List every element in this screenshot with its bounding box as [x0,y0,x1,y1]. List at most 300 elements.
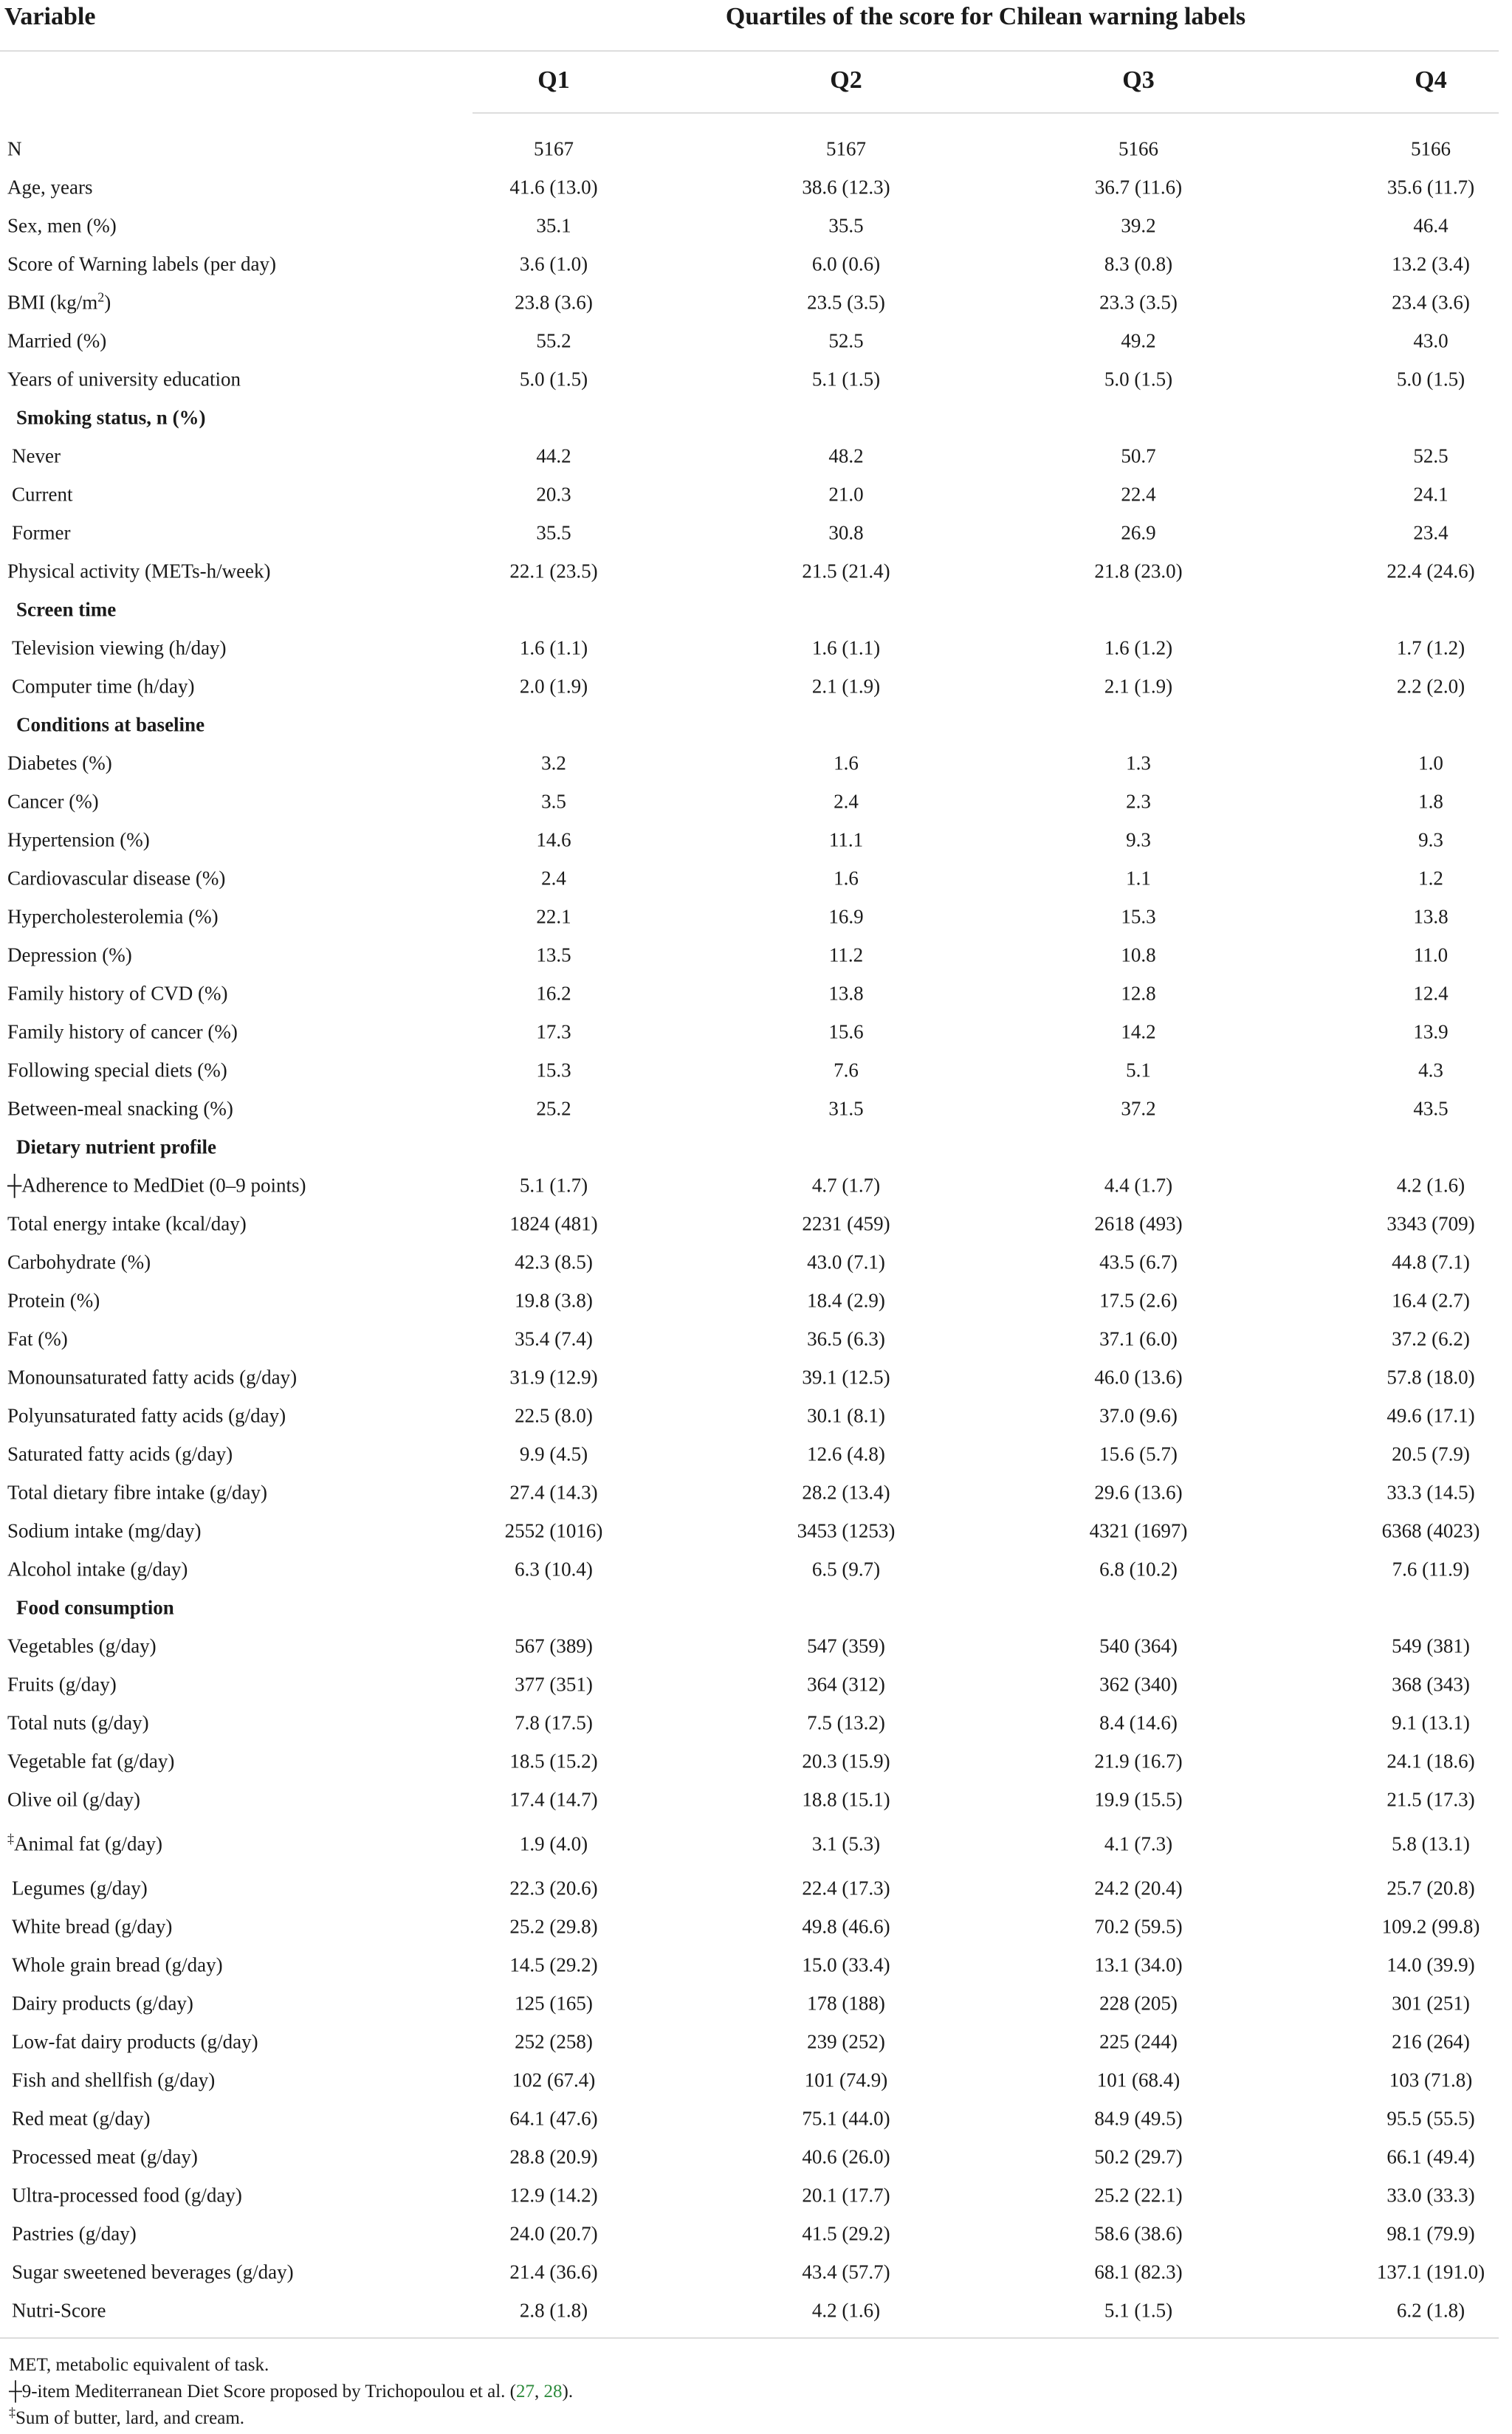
cell-q1: 102 (67.4) [512,2069,596,2091]
table-row [0,283,1512,322]
cell-q4: 57.8 (18.0) [1386,1366,1475,1389]
cell-q3: 21.9 (16.7) [1094,1750,1183,1773]
cell-q3: 23.3 (3.5) [1099,291,1178,314]
cell-q3: 46.0 (13.6) [1094,1366,1183,1389]
cell-q3: 50.2 (29.7) [1094,2145,1183,2168]
cell-q3: 43.5 (6.7) [1099,1251,1178,1273]
cell-q2: 20.1 (17.7) [802,2184,890,2207]
cell-q2: 18.4 (2.9) [807,1289,885,1312]
cell-q2: 6.5 (9.7) [811,1558,881,1581]
cell-q3: 4.1 (7.3) [1104,1832,1173,1855]
cell-q4: 23.4 [1413,521,1449,544]
row-label: Ultra-processed food (g/day) [12,2184,242,2207]
cell-q2: 4.2 (1.6) [811,2299,881,2322]
table-row [0,629,1512,667]
row-label: Following special diets (%) [7,1059,227,1082]
table-row [0,1704,1512,1742]
cell-q1: 17.4 (14.7) [509,1788,598,1811]
table-row [0,2215,1512,2253]
cell-q2: 36.5 (6.3) [807,1327,885,1350]
table-footnotes [0,2339,1512,2432]
cell-q1: 35.4 (7.4) [515,1327,593,1350]
cell-q4: 5.8 (13.1) [1392,1832,1470,1855]
section-label: Dietary nutrient profile [16,1135,216,1158]
cell-q4: 13.2 (3.4) [1392,252,1470,275]
cell-q3: 21.8 (23.0) [1094,560,1183,582]
cell-q3: 5166 [1118,137,1158,160]
row-label: Fat (%) [7,1327,68,1350]
section-header-row [0,591,1512,629]
cell-q3: 5.0 (1.5) [1104,368,1173,391]
cell-q3: 14.2 [1121,1020,1156,1043]
table-row [0,1819,1512,1869]
section-header-row [0,1589,1512,1627]
cell-q3: 228 (205) [1099,1992,1178,2015]
cell-q2: 75.1 (44.0) [802,2107,890,2130]
table-row [0,1946,1512,1984]
cell-q1: 35.5 [536,521,571,544]
row-label: Hypertension (%) [7,828,150,851]
table-row [0,898,1512,936]
cell-q1: 23.8 (3.6) [515,291,593,314]
row-label: Former [12,521,71,544]
cell-q4: 13.8 [1413,905,1449,928]
row-label: Legumes (g/day) [12,1877,148,1900]
cell-q3: 19.9 (15.5) [1094,1788,1183,1811]
cell-q4: 6368 (4023) [1381,1519,1480,1542]
cell-q4: 5166 [1411,137,1451,160]
row-label: Vegetables (g/day) [7,1634,157,1657]
cell-q2: 178 (188) [807,1992,885,2015]
quartiles-spanning-header: Quartiles of the score for Chilean warning labels [725,3,1246,30]
table-row [0,1051,1512,1090]
cell-q2: 21.5 (21.4) [802,560,890,582]
cell-q1: 64.1 (47.6) [509,2107,598,2130]
cell-q3: 50.7 [1121,444,1156,467]
section-header-row [0,706,1512,744]
row-label: Years of university education [7,368,241,391]
cell-q3: 101 (68.4) [1096,2069,1181,2091]
cell-q2: 6.0 (0.6) [811,252,881,275]
cell-q2: 41.5 (29.2) [802,2222,890,2245]
table-row [0,1984,1512,2023]
cell-q4: 4.2 (1.6) [1396,1174,1465,1197]
section-label: Conditions at baseline [16,713,205,736]
row-label: Processed meat (g/day) [12,2145,198,2168]
cell-q4: 23.4 (3.6) [1392,291,1470,314]
row-label: Low-fat dairy products (g/day) [12,2030,258,2053]
cell-q2: 52.5 [828,329,864,352]
cell-q1: 3.6 (1.0) [519,252,588,275]
cell-q2: 239 (252) [807,2030,885,2053]
cell-q4: 24.1 [1413,483,1449,506]
cell-q2: 30.8 [828,521,864,544]
cell-q2: 3.1 (5.3) [811,1832,881,1855]
table-row [0,168,1512,207]
cell-q2: 43.0 (7.1) [807,1251,885,1273]
cell-q4: 5.0 (1.5) [1396,368,1465,391]
cell-q4: 43.0 [1413,329,1449,352]
cell-q1: 44.2 [536,444,571,467]
cell-q4: 1.2 [1418,867,1443,890]
cell-q4: 2.2 (2.0) [1396,675,1465,698]
cell-q1: 42.3 (8.5) [515,1251,593,1273]
table-row [0,1282,1512,1320]
section-header-row [0,399,1512,437]
row-label: Depression (%) [7,943,132,966]
reference-link-27[interactable]: 27 [516,2382,535,2402]
table-row [0,1908,1512,1946]
cell-q3: 49.2 [1121,329,1156,352]
table-row [0,1550,1512,1589]
cell-q2: 15.0 (33.4) [802,1953,890,1976]
cell-q1: 14.6 [536,828,571,851]
cell-q1: 12.9 (14.2) [509,2184,598,2207]
cell-q3: 6.8 (10.2) [1099,1558,1178,1581]
cell-q2: 13.8 [828,982,864,1005]
cell-q1: 252 (258) [515,2030,593,2053]
row-label: Total energy intake (kcal/day) [7,1212,247,1235]
table-row [0,207,1512,245]
cell-q1: 15.3 [536,1059,571,1082]
cell-q3: 5.1 [1126,1059,1151,1082]
section-header-row [0,1128,1512,1166]
cell-q4: 109.2 (99.8) [1381,1915,1480,1938]
cell-q3: 70.2 (59.5) [1094,1915,1183,1938]
cell-q3: 39.2 [1121,214,1156,237]
row-label: Computer time (h/day) [12,675,195,698]
row-label: Sugar sweetened beverages (g/day) [12,2261,294,2283]
table-row [0,552,1512,591]
cell-q4: 24.1 (18.6) [1386,1750,1475,1773]
row-label: Between-meal snacking (%) [7,1097,233,1120]
table-header-row-2 [472,52,1499,114]
cell-q4: 95.5 (55.5) [1386,2107,1475,2130]
cell-q1: 31.9 (12.9) [509,1366,598,1389]
table-row [0,1435,1512,1474]
cell-q2: 38.6 (12.3) [802,176,890,199]
cell-q3: 8.3 (0.8) [1104,252,1173,275]
table-row [0,1397,1512,1435]
row-label: Carbohydrate (%) [7,1251,151,1273]
table-row [0,2023,1512,2061]
table-row [0,1665,1512,1704]
cell-q4: 549 (381) [1392,1634,1470,1657]
reference-link-28[interactable]: 28 [543,2382,563,2402]
cell-q2: 15.6 [828,1020,864,1043]
table-row [0,1166,1512,1205]
table-row [0,514,1512,552]
cell-q2: 12.6 (4.8) [807,1443,885,1465]
row-label: Pastries (g/day) [12,2222,137,2245]
cell-q2: 3453 (1253) [797,1519,896,1542]
cell-q3: 37.2 [1121,1097,1156,1120]
cell-q4: 1.0 [1418,752,1443,774]
section-label: Screen time [16,598,117,621]
cell-q3: 540 (364) [1099,1634,1178,1657]
cell-q4: 35.6 (11.7) [1386,176,1475,199]
cell-q1: 9.9 (4.5) [519,1443,588,1465]
cell-q3: 8.4 (14.6) [1099,1711,1178,1734]
cell-q2: 35.5 [828,214,864,237]
row-label: Dairy products (g/day) [12,1992,193,2015]
cell-q1: 16.2 [536,982,571,1005]
table-row [0,1013,1512,1051]
row-label: Cancer (%) [7,790,99,813]
table-row [0,1243,1512,1282]
row-label: Physical activity (METs-h/week) [7,560,271,582]
cell-q3: 9.3 [1126,828,1151,851]
cell-q2: 20.3 (15.9) [802,1750,890,1773]
cell-q4: 33.0 (33.3) [1386,2184,1475,2207]
row-label: Olive oil (g/day) [7,1788,140,1811]
table-row [0,360,1512,399]
row-label: Never [12,444,61,467]
cell-q2: 43.4 (57.7) [802,2261,890,2283]
table-row [0,1781,1512,1819]
cell-q1: 28.8 (20.9) [509,2145,598,2168]
cell-q3: 2618 (493) [1094,1212,1183,1235]
cell-q2: 11.1 [828,828,864,851]
table-row [0,1358,1512,1397]
cell-q4: 46.4 [1413,214,1449,237]
table-row [0,475,1512,514]
cell-q2: 101 (74.9) [804,2069,888,2091]
table-row [0,2100,1512,2138]
cell-q1: 22.1 (23.5) [509,560,598,582]
cell-q4: 301 (251) [1392,1992,1470,2015]
row-label: ┼Adherence to MedDiet (0–9 points) [7,1174,306,1197]
cell-q2: 7.6 [834,1059,859,1082]
cell-q1: 19.8 (3.8) [515,1289,593,1312]
cell-q3: 24.2 (20.4) [1094,1877,1183,1900]
row-label: Red meat (g/day) [12,2107,151,2130]
cell-q1: 5.1 (1.7) [519,1174,588,1197]
cell-q4: 25.7 (20.8) [1386,1877,1475,1900]
quartile-header-q4: Q4 [1415,66,1447,94]
cell-q3: 12.8 [1121,982,1156,1005]
table-row [0,1869,1512,1908]
table-row [0,245,1512,283]
cell-q1: 22.3 (20.6) [509,1877,598,1900]
section-label: Smoking status, n (%) [16,406,206,429]
cell-q2: 11.2 [828,943,864,966]
table-row [0,744,1512,783]
cell-q1: 2.0 (1.9) [519,675,588,698]
cell-q1: 567 (389) [515,1634,593,1657]
cell-q4: 22.4 (24.6) [1386,560,1475,582]
row-label: Total dietary fibre intake (g/day) [7,1481,267,1504]
cell-q4: 13.9 [1413,1020,1449,1043]
row-label: Saturated fatty acids (g/day) [7,1443,233,1465]
table-row [0,322,1512,360]
table-header-row-1 [0,0,1499,52]
table-row [0,1627,1512,1665]
cell-q1: 5167 [534,137,574,160]
cell-q1: 17.3 [536,1020,571,1043]
cell-q2: 1.6 [834,867,859,890]
cell-q1: 1824 (481) [509,1212,598,1235]
footnote-mediterranean-score: ┼9-item Mediterranean Diet Score proposed by Trichopoulou et al. (27, 28). [9,2382,574,2402]
cell-q2: 48.2 [828,444,864,467]
row-label: Fish and shellfish (g/day) [12,2069,216,2091]
row-label: Sodium intake (mg/day) [7,1519,202,1542]
row-label: Hypercholesterolemia (%) [7,905,219,928]
row-label: Total nuts (g/day) [7,1711,149,1734]
table-row [0,2061,1512,2100]
cell-q1: 377 (351) [515,1673,593,1696]
cell-q2: 39.1 (12.5) [802,1366,890,1389]
cell-q3: 4.4 (1.7) [1104,1174,1173,1197]
cell-q4: 98.1 (79.9) [1386,2222,1475,2245]
table-row [0,1090,1512,1128]
cell-q1: 3.2 [541,752,566,774]
row-label: Protein (%) [7,1289,100,1312]
cell-q1: 35.1 [536,214,571,237]
cell-q4: 4.3 [1418,1059,1443,1082]
cell-q2: 18.8 (15.1) [802,1788,890,1811]
cell-q2: 2.1 (1.9) [811,675,881,698]
cell-q4: 16.4 (2.7) [1392,1289,1470,1312]
row-label: Score of Warning labels (per day) [7,252,276,275]
cell-q3: 26.9 [1121,521,1156,544]
cell-q4: 33.3 (14.5) [1386,1481,1475,1504]
row-label: Monounsaturated fatty acids (g/day) [7,1366,298,1389]
quartile-header-q3: Q3 [1122,66,1155,94]
table-row [0,130,1512,168]
footnote-met: MET, metabolic equivalent of task. [9,2355,269,2375]
row-label: Polyunsaturated fatty acids (g/day) [7,1404,286,1427]
cell-q2: 30.1 (8.1) [807,1404,885,1427]
cell-q3: 36.7 (11.6) [1094,176,1183,199]
row-label: BMI $(kg/m^2)$ [7,289,111,314]
cell-q1: 6.3 (10.4) [515,1558,593,1581]
cell-q1: 1.6 (1.1) [519,636,588,659]
cell-q1: 125 (165) [515,1992,593,2015]
row-label: Television viewing (h/day) [12,636,227,659]
cell-q4: 52.5 [1413,444,1449,467]
cell-q2: 1.6 [834,752,859,774]
cell-q1: 22.1 [536,905,571,928]
table-row [0,1320,1512,1358]
row-label: Diabetes (%) [7,752,112,774]
cell-q4: 37.2 (6.2) [1392,1327,1470,1350]
row-label: ‡Animal fat (g/day) [7,1831,162,1855]
cell-q1: 7.8 (17.5) [515,1711,593,1734]
table-row [0,2292,1512,2330]
cell-q2: 7.5 (13.2) [807,1711,885,1734]
cell-q1: 18.5 (15.2) [509,1750,598,1773]
quartile-header-q1: Q1 [537,66,570,94]
cell-q1: 3.5 [541,790,566,813]
cell-q3: 29.6 (13.6) [1094,1481,1183,1504]
cell-q3: 4321 (1697) [1089,1519,1188,1542]
row-label: Whole grain bread (g/day) [12,1953,223,1976]
quartile-header-q2: Q2 [830,66,862,94]
table-body [0,130,1512,2330]
cell-q2: 547 (359) [807,1634,885,1657]
cell-q4: 44.8 (7.1) [1392,1251,1470,1273]
row-label: Cardiovascular disease (%) [7,867,226,890]
cell-q4: 11.0 [1413,943,1449,966]
cell-q3: 25.2 (22.1) [1094,2184,1183,2207]
cell-q3: 22.4 [1121,483,1156,506]
row-label: Age, years [7,176,93,199]
cell-q3: 17.5 (2.6) [1099,1289,1178,1312]
cell-q2: 5.1 (1.5) [811,368,881,391]
cell-q4: 21.5 (17.3) [1386,1788,1475,1811]
cell-q4: 216 (264) [1392,2030,1470,2053]
cell-q4: 1.8 [1418,790,1443,813]
table-row [0,783,1512,821]
table-row [0,821,1512,859]
cell-q3: 68.1 (82.3) [1094,2261,1183,2283]
cell-q3: 5.1 (1.5) [1104,2299,1173,2322]
cell-q2: 31.5 [828,1097,864,1120]
cell-q4: 49.6 (17.1) [1386,1404,1475,1427]
cell-q2: 22.4 (17.3) [802,1877,890,1900]
cell-q4: 368 (343) [1392,1673,1470,1696]
table-row [0,974,1512,1013]
cell-q4: 1.7 (1.2) [1396,636,1465,659]
table-row [0,1742,1512,1781]
cell-q4: 20.5 (7.9) [1392,1443,1470,1465]
cell-q4: 43.5 [1413,1097,1449,1120]
table-row [0,859,1512,898]
cell-q1: 25.2 [536,1097,571,1120]
cell-q2: 28.2 (13.4) [802,1481,890,1504]
cell-q3: 84.9 (49.5) [1094,2107,1183,2130]
table-row [0,1474,1512,1512]
cell-q2: 5167 [826,137,866,160]
cell-q4: 137.1 (191.0) [1376,2261,1485,2283]
row-label: Fruits (g/day) [7,1673,117,1696]
cell-q4: 9.1 (13.1) [1392,1711,1470,1734]
footnote-animal-fat: ‡Sum of butter, lard, and cream. [9,2404,245,2428]
cell-q3: 13.1 (34.0) [1094,1953,1183,1976]
table-row [0,936,1512,974]
table-row [0,2253,1512,2292]
cell-q4: 12.4 [1413,982,1449,1005]
cell-q1: 2.8 (1.8) [519,2299,588,2322]
cell-q2: 16.9 [828,905,864,928]
cell-q3: 225 (244) [1099,2030,1178,2053]
row-label: White bread (g/day) [12,1915,173,1938]
cell-q1: 25.2 (29.8) [509,1915,598,1938]
cell-q2: 23.5 (3.5) [807,291,885,314]
cell-q3: 37.0 (9.6) [1099,1404,1178,1427]
row-label: Current [12,483,73,506]
cell-q4: 66.1 (49.4) [1386,2145,1475,2168]
cell-q3: 1.6 (1.2) [1104,636,1173,659]
variable-column-header: Variable [4,3,96,30]
cell-q4: 14.0 (39.9) [1386,1953,1475,1976]
cell-q2: 2.4 [834,790,859,813]
cell-q1: 27.4 (14.3) [509,1481,598,1504]
cell-q2: 21.0 [828,483,864,506]
cell-q4: 6.2 (1.8) [1396,2299,1465,2322]
cell-q3: 15.3 [1121,905,1156,928]
row-label: Family history of CVD (%) [7,982,228,1005]
cell-q2: 1.6 (1.1) [811,636,881,659]
cell-q2: 49.8 (46.6) [802,1915,890,1938]
cell-q3: 58.6 (38.6) [1094,2222,1183,2245]
row-label: Vegetable fat (g/day) [7,1750,175,1773]
table-row [0,2176,1512,2215]
cell-q1: 22.5 (8.0) [515,1404,593,1427]
row-label: Alcohol intake (g/day) [7,1558,188,1581]
table-row [0,1205,1512,1243]
